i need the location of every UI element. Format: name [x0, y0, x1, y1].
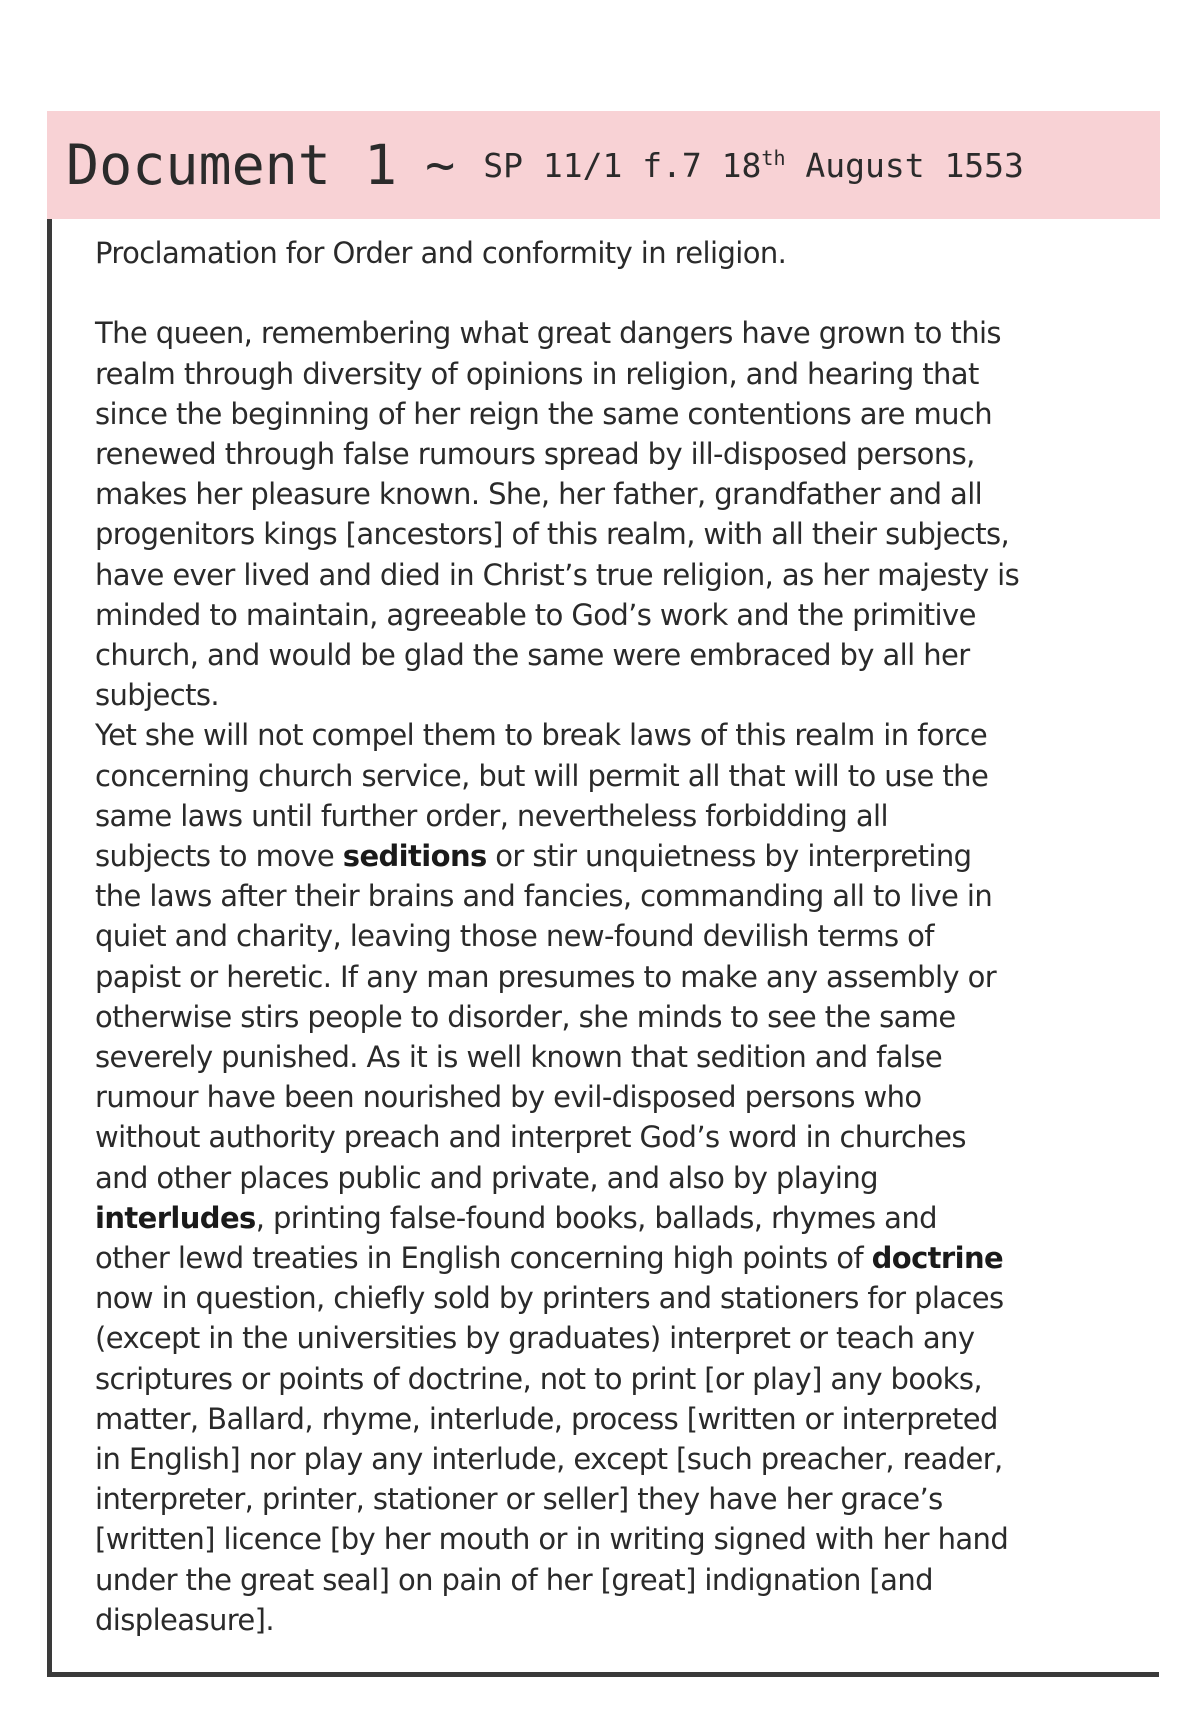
text-line: have ever lived and died in Christ’s true religion, as her majesty is [95, 557, 1020, 592]
text-line: displeasure]. [95, 1602, 275, 1637]
keyword-interludes: interludes [95, 1200, 256, 1235]
paragraph-gap [95, 273, 1145, 313]
text-line: realm through diversity of opinions in religion, and hearing that [95, 356, 979, 391]
text-line: in English] nor play any interlude, except [such preacher, reader, [95, 1442, 1003, 1477]
text-line: now in question, chiefly sold by printers and stationers for places [95, 1281, 1004, 1316]
document-title: Document 1 [66, 133, 398, 197]
text-run: , printing false-found books, ballads, rhymes and [255, 1200, 937, 1235]
text-line: [written] licence [by her mouth or in writing signed with her hand [95, 1522, 1009, 1557]
text-run: or stir unquietness by interpreting [486, 839, 972, 874]
text-line: subjects. [95, 678, 220, 713]
text-line: The queen, remembering what great dangers have grown to this [95, 316, 1001, 351]
text-line: (except in the universities by graduates) interpret or teach any [95, 1321, 975, 1356]
text-line [95, 1238, 1145, 1278]
text-line: rumour have been nourished by evil-disposed persons who [95, 1080, 922, 1115]
archive-reference-date: August 1553 [785, 145, 1024, 185]
text-line: and other places public and private, and also by playing [95, 1160, 878, 1195]
text-line: the laws after their brains and fancies, commanding all to live in [95, 879, 993, 914]
text-line: under the great seal] on pain of her [great] indignation [and [95, 1562, 933, 1597]
text-line: without authority preach and interpret God’s word in churches [95, 1120, 966, 1155]
document-header [47, 111, 1160, 219]
archive-reference-text: SP 11/1 f.7 18 [483, 145, 762, 185]
text-line: interpreter, printer, stationer or seller] they have her grace’s [95, 1482, 943, 1517]
text-run: other lewd treaties in English concerning high points of [95, 1241, 872, 1276]
keyword-seditions: seditions [342, 839, 487, 874]
text-line: quiet and charity, leaving those new-found devilish terms of [95, 919, 934, 954]
keyword-doctrine: doctrine [871, 1241, 1004, 1276]
text-line: church, and would be glad the same were embraced by all her [95, 638, 970, 673]
text-line [95, 1198, 1145, 1238]
title-separator: ~ [425, 136, 456, 194]
text-line: scriptures or points of doctrine, not to print [or play] any books, [95, 1361, 982, 1396]
text-line [95, 836, 1145, 876]
paragraph-1 [95, 313, 1145, 715]
text-line: papist or heretic. If any man presumes to make any assembly or [95, 959, 997, 994]
text-line: same laws until further order, nevertheless forbidding all [95, 798, 888, 833]
text-line: Yet she will not compel them to break laws of this realm in force [95, 718, 988, 753]
text-line: progenitors kings [ancestors] of this realm, with all their subjects, [95, 517, 1010, 552]
text-line: since the beginning of her reign the same contentions are much [95, 396, 993, 431]
text-line: renewed through false rumours spread by ill-disposed persons, [95, 437, 975, 471]
text-line: severely punished. As it is well known that sedition and false [95, 1040, 943, 1075]
date-ordinal-suffix: th [761, 145, 786, 170]
document-body-frame [47, 219, 1159, 1677]
document-heading: Proclamation for Order and conformity in religion. [95, 236, 787, 270]
text-line: matter, Ballard, rhyme, interlude, process [written or interpreted [95, 1401, 998, 1436]
text-run: subjects to move [95, 839, 343, 874]
text-line: makes her pleasure known. She, her father, grandfather and all [95, 477, 983, 512]
text-line: otherwise stirs people to disorder, she minds to see the same [95, 999, 956, 1034]
document-content [95, 233, 1145, 1640]
paragraph-2 [95, 715, 1145, 1640]
text-line: minded to maintain, agreeable to God’s work and the primitive [95, 597, 976, 632]
archive-reference [483, 146, 1024, 185]
text-line: concerning church service, but will permit all that will to use the [95, 758, 989, 793]
